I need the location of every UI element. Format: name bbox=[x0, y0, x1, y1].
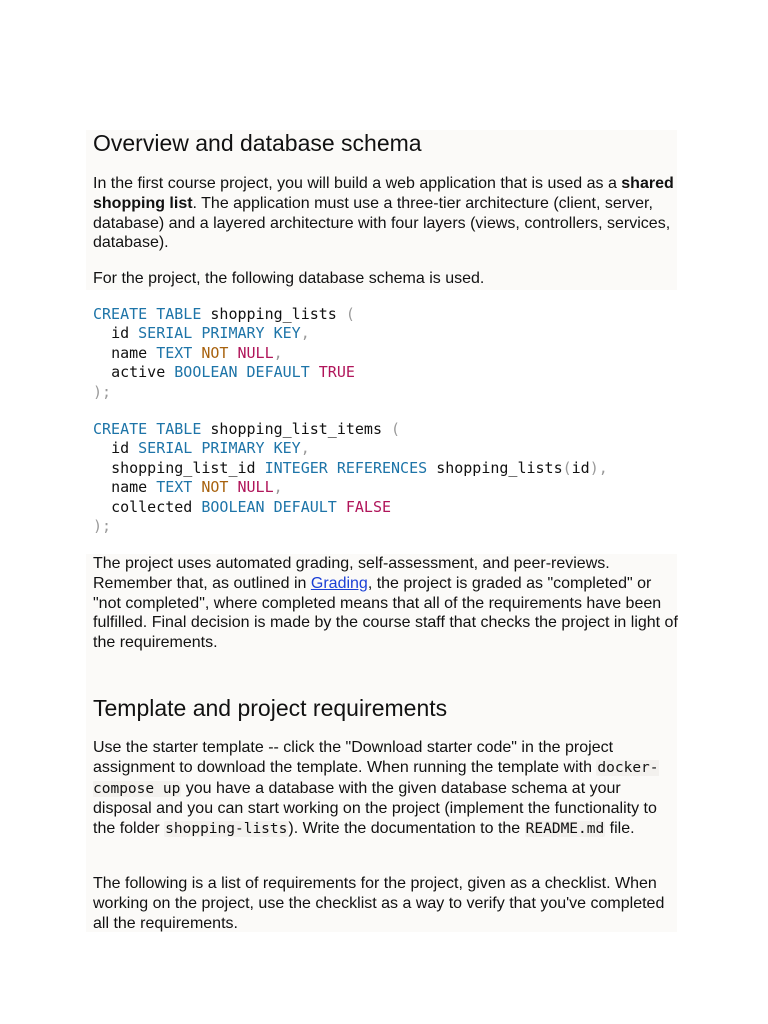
requirements-intro-paragraph: The following is a list of requirements for the project, given as a checklist. When working on the project, use the checklist as a way to verify that you've completed all the requirements. bbox=[93, 875, 665, 932]
code-column: name bbox=[111, 343, 148, 362]
code-punct: ( bbox=[345, 305, 355, 323]
grading-paragraph bbox=[93, 554, 683, 653]
code-keyword: BOOLEAN DEFAULT bbox=[174, 363, 310, 382]
code-column: id bbox=[111, 439, 130, 458]
code-column: id bbox=[571, 458, 590, 477]
code-keyword-not: NOT bbox=[201, 343, 229, 362]
code-keyword: TEXT bbox=[156, 343, 193, 362]
section-heading-template: Template and project requirements bbox=[93, 695, 448, 721]
template-text-cont: you have a database with the given database schema at your disposal and you can start working on the project (implement the functionality to the folder bbox=[93, 779, 657, 838]
code-literal: FALSE bbox=[345, 497, 392, 516]
code-literal: NULL bbox=[237, 478, 274, 497]
code-keyword: TEXT bbox=[156, 478, 193, 497]
code-column: collected bbox=[111, 497, 193, 516]
code-block-shopping-lists bbox=[93, 305, 355, 402]
code-punct: ), bbox=[589, 458, 608, 477]
section-heading-overview: Overview and database schema bbox=[93, 130, 422, 156]
intro-text-cont: . The application must use a three-tier architecture (client, server, database) and a layered architecture with four layers (views, controllers, services, database). bbox=[93, 194, 671, 252]
code-keyword: BOOLEAN DEFAULT bbox=[201, 497, 337, 516]
grading-link[interactable]: Grading bbox=[310, 574, 368, 592]
inline-code-docker-compose: docker-compose up bbox=[93, 759, 659, 797]
code-keyword: CREATE TABLE bbox=[93, 305, 202, 323]
code-punct: , bbox=[273, 343, 283, 362]
code-table-name: shopping_list_items bbox=[210, 420, 382, 438]
code-column: id bbox=[111, 324, 130, 343]
code-literal: TRUE bbox=[318, 363, 355, 382]
code-punct: , bbox=[273, 478, 283, 497]
code-table-name: shopping_lists bbox=[436, 458, 563, 477]
intro-text: In the first course project, you will build a web application that is used as a bbox=[93, 175, 622, 192]
code-literal: NULL bbox=[237, 343, 274, 362]
intro-bold-text: shared shopping list bbox=[93, 175, 674, 212]
template-text-cont: ). Write the documentation to the bbox=[288, 820, 525, 838]
code-column: active bbox=[111, 363, 166, 382]
intro-paragraph bbox=[93, 174, 683, 253]
code-keyword: CREATE TABLE bbox=[93, 420, 202, 438]
code-column: shopping_list_id bbox=[111, 458, 256, 477]
grading-text-cont: , the project is graded as "completed" or "not completed", where completed means that all of the requirements have been fulfilled. Final decision is made by the course staff that checks the project in light of the requirements. bbox=[93, 574, 678, 652]
grading-text: The project uses automated grading, self-assessment, and peer-reviews. Remember that, as outlined in bbox=[93, 555, 610, 592]
code-keyword: SERIAL PRIMARY KEY bbox=[138, 324, 301, 343]
code-column: name bbox=[111, 478, 148, 497]
code-keyword: INTEGER REFERENCES bbox=[264, 458, 428, 477]
code-punct: ); bbox=[93, 382, 112, 401]
code-keyword: SERIAL PRIMARY KEY bbox=[138, 439, 301, 458]
code-keyword-not: NOT bbox=[201, 478, 229, 497]
template-text: Use the starter template -- click the "Download starter code" in the project assignment to download the template. When running the template with bbox=[93, 739, 614, 776]
template-text-cont: file. bbox=[605, 820, 635, 838]
code-block-shopping-list-items bbox=[93, 420, 608, 536]
schema-intro-paragraph: For the project, the following database schema is used. bbox=[93, 270, 485, 287]
inline-code-folder: shopping-lists bbox=[165, 821, 288, 838]
template-paragraph bbox=[93, 738, 683, 840]
inline-code-readme: README.md bbox=[525, 821, 605, 838]
code-punct: ); bbox=[93, 517, 112, 536]
code-punct: ( bbox=[391, 420, 401, 438]
code-punct: , bbox=[300, 439, 310, 458]
code-table-name: shopping_lists bbox=[210, 305, 337, 323]
code-punct: , bbox=[300, 324, 310, 343]
code-punct: ( bbox=[562, 458, 572, 477]
